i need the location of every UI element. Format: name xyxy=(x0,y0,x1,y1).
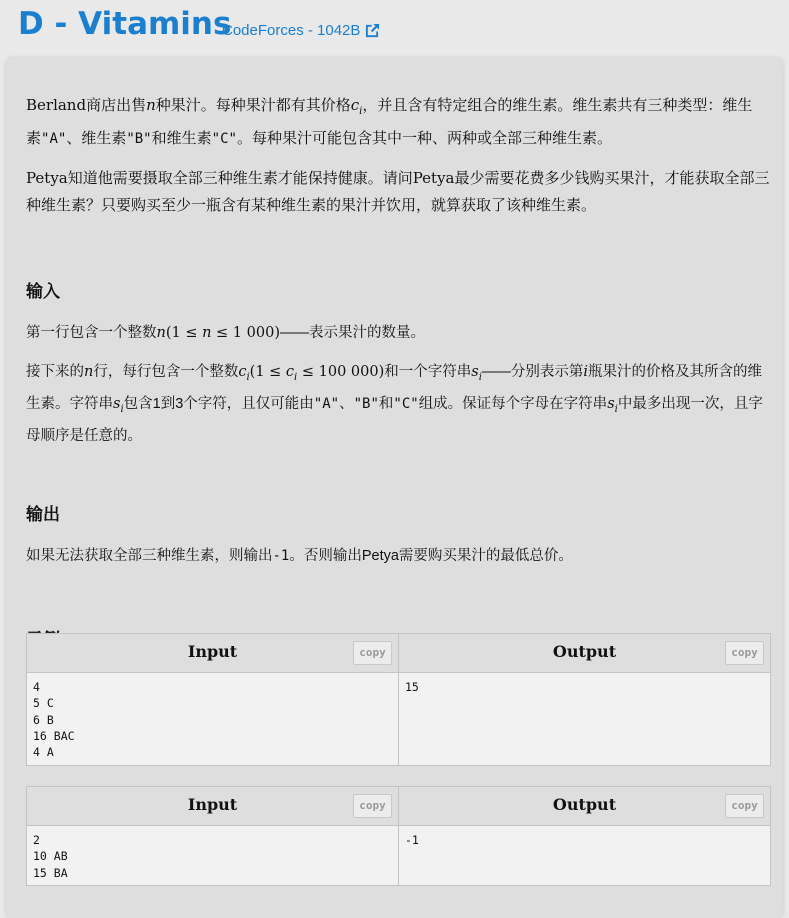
input-heading: 输入 xyxy=(26,282,60,302)
external-link-icon xyxy=(365,23,380,38)
copy-input-button[interactable]: copy xyxy=(353,794,392,818)
example-input: 4 5 C 6 B 16 BAC 4 A xyxy=(33,680,75,760)
example-input-label: Input xyxy=(187,795,238,814)
copy-output-button[interactable]: copy xyxy=(725,794,764,818)
copy-input-button[interactable]: copy xyxy=(353,641,392,665)
source-link[interactable] xyxy=(222,22,380,39)
input-line-2: 接下来的n行，每行包含一个整数$c_i(1 \le c_i \le 100$ 000)和一个字符串$s_i——$分别表示第i瓶果汁的价格及其所含的维生素。字符串$s_i$包含1到3个字符，且仅可能由"A"、"B"和"C"组成。保证每个字母在字符串$s_i$中最多出现一次，且字母顺序是任意的。 xyxy=(26,364,763,444)
example-1 xyxy=(26,633,771,766)
statement-paragraph-2: Petya知道他需要摄取全部三种维生素才能保持健康。请问Petya最少需要花费多少钱购买果汁，才能获取全部三种维生素？只要购买至少一瓶含有某种维生素的果汁并饮用，就算获取了该种维生素。 xyxy=(26,169,770,214)
output-heading: 输出 xyxy=(26,504,60,525)
copy-output-button[interactable]: copy xyxy=(725,641,764,665)
problem-card xyxy=(6,58,783,918)
problem-statement xyxy=(26,90,774,650)
input-line-1: 第一行包含一个整数n(1 ≤ n ≤ 1 000)——表示果汁的数量。 xyxy=(26,325,425,341)
statement-paragraph-1: Berland商店出售n种果汁。每种果汁都有其价格$c_i$，并且含有特定组合的维生素。维生素共有三种类型：维生素"A"、维生素"B"和维生素"C"。每种果汁可能包含其中一种、两种或全部三种维生素。 xyxy=(26,96,753,147)
example-output-label: Output xyxy=(552,795,617,814)
example-input-label: Input xyxy=(187,642,238,661)
header xyxy=(0,0,789,58)
example-output-label: Output xyxy=(552,642,617,661)
example-output: 15 xyxy=(405,680,419,694)
source-link-label: CodeForces - 1042B xyxy=(222,22,361,39)
example-output: -1 xyxy=(405,833,419,847)
example-input: 2 10 AB 15 BA xyxy=(33,833,68,880)
output-text: 如果无法获取全部三种维生素，则输出-1。否则输出Petya需要购买果汁的最低总价。 xyxy=(26,547,573,564)
example-2 xyxy=(26,786,771,886)
problem-title: D - Vitamins xyxy=(18,6,232,42)
